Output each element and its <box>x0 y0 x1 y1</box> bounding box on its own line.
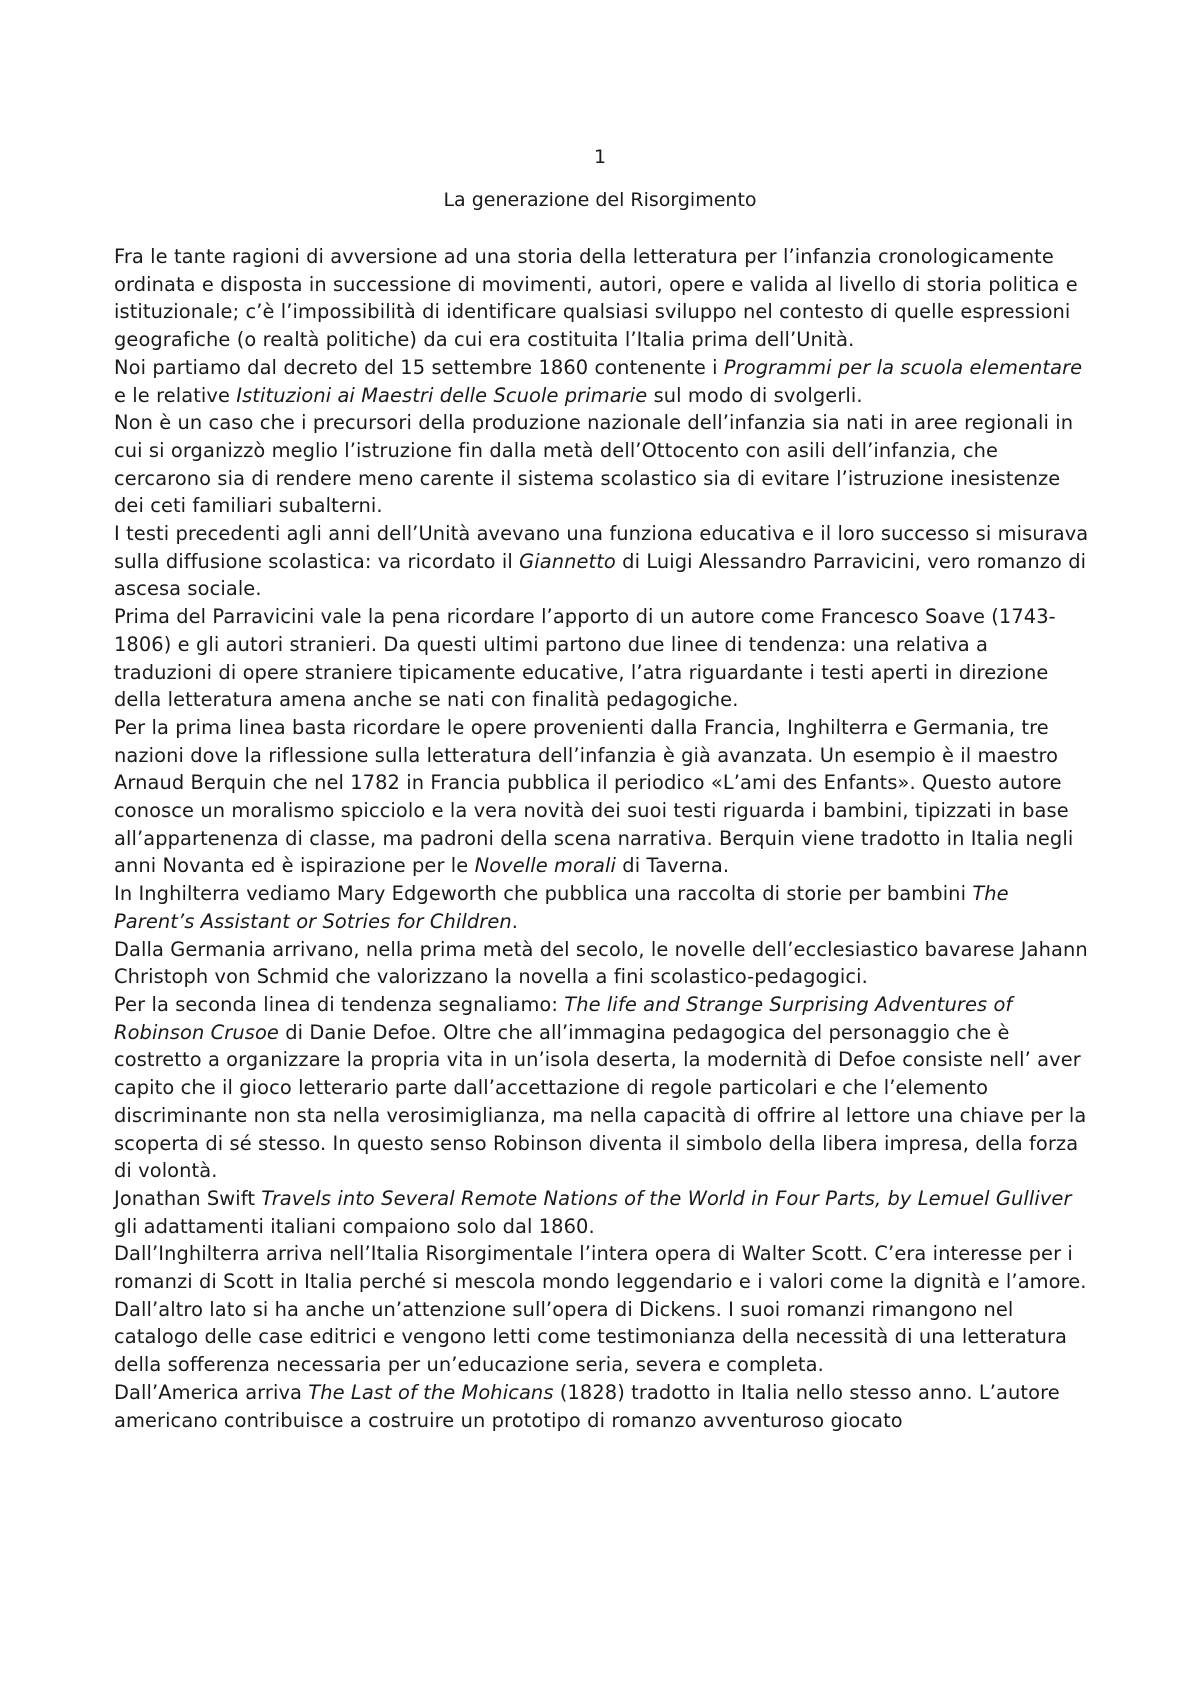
text-run: Noi partiamo dal decreto del 15 settembre 1860 contenente i <box>114 355 724 379</box>
paragraph <box>114 1296 1092 1379</box>
italic-title: Novelle morali <box>474 854 617 878</box>
italic-title: Giannetto <box>519 549 616 573</box>
text-run: sul modo di svolgerli. <box>647 383 863 407</box>
chapter-title: La generazione del Risorgimento <box>443 189 757 211</box>
paragraph <box>114 936 1092 991</box>
text-run: Fra le tante ragioni di avversione ad una storia della letteratura per l’infanzia cronologicamente ordinata e disposta in successione di movimenti, autori, opere e valida al livello di storia politica e istituzionale; c’è l’impossibilità di identificare qualsiasi sviluppo nel contesto di quelle espressioni geografiche (o realtà politiche) da cui era costituita l’Italia prima dell’Unità. <box>114 245 1078 352</box>
text-run: I testi precedenti agli anni dell’Unità avevano una funziona educativa e il loro successo si misurava sulla diffusione scolastica: va ricordato il <box>114 522 1089 573</box>
paragraph <box>114 1240 1092 1295</box>
text-run: (1828) tradotto in Italia nello stesso anno. L’autore americano contribuisce a costruire un prototipo di romanzo avventuroso giocato <box>114 1380 1060 1432</box>
italic-title: The Parent’s Assistant or Sotries for Children <box>114 882 1009 933</box>
text-run: Dall’Inghilterra arriva nell’Italia Risorgimentale l’intera opera di Walter Scott. C’era interesse per i romanzi di Scott in Italia perché si mescola mondo leggendario e i valori come la dignità e l’amore. <box>114 1242 1087 1294</box>
paragraph <box>114 520 1092 603</box>
paragraph <box>114 880 1092 935</box>
text-run: Dalla Germania arrivano, nella prima metà del secolo, le novelle dell’ecclesiastico bavarese Jahann Christoph von Schmid che valorizzano la novella a fini scolastico-pedagogici. <box>114 937 1088 989</box>
paragraph <box>114 991 1092 1185</box>
text-run: In Inghilterra vediamo Mary Edgeworth che pubblica una raccolta di storie per bambini <box>114 882 973 906</box>
paragraph <box>114 1379 1092 1434</box>
paragraph <box>114 714 1092 880</box>
italic-title: Programmi per la scuola elementare <box>723 355 1083 379</box>
text-run: Dall’altro lato si ha anche un’attenzione sull’opera di Dickens. I suoi romanzi rimangono nel catalogo delle case editrici e vengono letti come testimonianza della necessità di una letteratura della sofferenza necessaria per un’educazione seria, severa e completa. <box>114 1297 1068 1377</box>
text-run: Non è un caso che i precursori della produzione nazionale dell’infanzia sia nati in aree regionali in cui si organizzò meglio l’istruzione fin dalla metà dell’Ottocento con asili dell’infanzia, che cercarono sia di rendere meno carente il sistema scolastico sia di evitare l’istruzione inesistenze dei ceti familiari subalterni. <box>114 411 1074 518</box>
paragraph <box>114 1185 1092 1240</box>
text-run: Jonathan Swift <box>114 1186 262 1210</box>
paragraph <box>114 354 1092 409</box>
italic-title: The life and Strange Surprising Adventures of Robinson Crusoe <box>114 992 1013 1044</box>
text-run: di Danie Defoe. Oltre che all’immagina pedagogica del personaggio che è costretto a organizzare la propria vita in un’isola deserta, la modernità di Defoe consiste nell’ aver capito che il gioco letterario parte dall’accettazione di regole particolari e che l’elemento discriminante non sta nella verosimiglianza, ma nella capacità di offrire al lettore una chiave per la scoperta di sé stesso. In questo senso Robinson diventa il simbolo della libera impresa, della forza di volontà. <box>114 1020 1087 1183</box>
page-number: 1 <box>593 146 607 168</box>
italic-title: The Last of the Mohicans <box>308 1380 554 1404</box>
italic-title: Travels into Several Remote Nations of the World in Four Parts, by Lemuel Gulliver <box>261 1186 1072 1210</box>
paragraph <box>114 243 1092 354</box>
body-text <box>114 243 1092 1434</box>
text-run: Per la prima linea basta ricordare le opere provenienti dalla Francia, Inghilterra e Germania, tre nazioni dove la riflessione sulla letteratura dell’infanzia è già avanzata. Un esempio è il maestro Arnaud Berquin che nel 1782 in Francia pubblica il periodico «L’ami des Enfants». Questo autore conosce un moralismo spicciolo e la vera novità dei suoi testi riguarda i bambini, tipizzati in base all’appartenenza di classe, ma padroni della scena narrativa. Berquin viene tradotto in Italia negli anni Novanta ed è ispirazione per le <box>114 715 1074 878</box>
italic-title: Istituzioni ai Maestri delle Scuole primarie <box>236 383 648 407</box>
text-run: Dall’America arriva <box>114 1380 309 1404</box>
text-run: e le relative <box>114 383 237 407</box>
paragraph <box>114 603 1092 714</box>
text-run: gli adattamenti italiani compaiono solo dal 1860. <box>114 1214 595 1238</box>
text-run: di Luigi Alessandro Parravicini, vero romanzo di ascesa sociale. <box>114 549 1087 601</box>
text-run: . <box>511 909 519 933</box>
paragraph <box>114 409 1092 520</box>
text-run: Prima del Parravicini vale la pena ricordare l’apporto di un autore come Francesco Soave (1743-1806) e gli autori stranieri. Da questi ultimi partono due linee di tendenza: una relativa a traduzioni di opere straniere tipicamente educative, l’atra riguardante i testi aperti in direzione della letteratura amena anche se nati con finalità pedagogiche. <box>114 605 1056 712</box>
text-run: Per la seconda linea di tendenza segnaliamo: <box>114 992 565 1016</box>
text-run: di Taverna. <box>616 854 730 878</box>
